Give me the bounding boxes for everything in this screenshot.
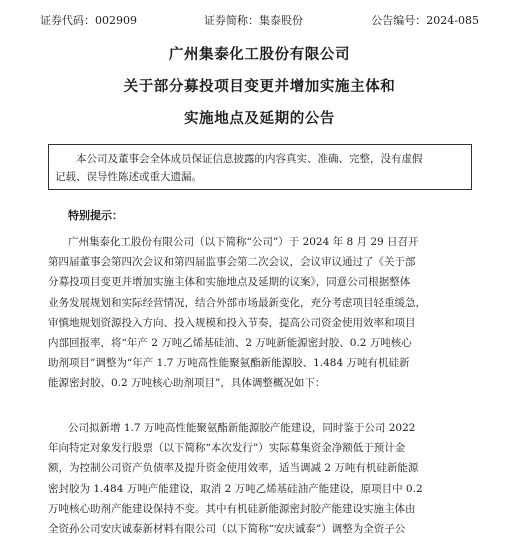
paragraph-2-line: 全资孙公司安庆诚泰新材料有限公司（以下简称“安庆诚泰”）调整为全资子公 [48, 522, 406, 535]
paragraph-1-line: 第四届董事会第四次会议和第四届监事会第二次会议，会议审议通过了《关于部 [48, 256, 416, 269]
title-line-2: 关于部分募投项目变更并增加实施主体和 [123, 79, 396, 95]
paragraph-1-line: 业务发展规划和实际经营情况，结合外部市场最新变化，充分考虑项目轻重缓急， [48, 296, 426, 309]
disclaimer-line-1: 本公司及董事会全体成员保证信息披露的内容真实、准确、完整，没有虚假 [76, 153, 423, 165]
stock-code: 证券代码：002909 [40, 14, 137, 27]
paragraph-2 [48, 418, 472, 539]
section-label: 特别提示： [68, 209, 123, 222]
paragraph-1 [48, 232, 472, 394]
paragraph-1-line: 能源密封胶、0.2 万吨核心助剂项目”，具体调整概况如下： [48, 377, 326, 390]
document-header [40, 12, 479, 30]
paragraph-1-line: 内部回报率，将“年产 2 万吨乙烯基硅油、2 万吨新能源密封胶、0.2 万吨核心 [48, 336, 412, 349]
paragraph-1-line: 助剂项目”调整为“年产 1.7 万吨高性能聚氨酯新能源胶、1.484 万吨有机硅新 [48, 357, 410, 370]
paragraph-1-line: 分募投项目变更并增加实施主体和实施地点及延期的议案》，同意公司根据整体 [48, 276, 411, 289]
title-line-1: 广州集泰化工股份有限公司 [168, 47, 351, 63]
paragraph-2-line: 年向特定对象发行股票（以下简称“本次发行”）实际募集资金净额低于预计金 [48, 442, 406, 455]
disclaimer-line-2: 记载、误导性陈述或重大遗漏。 [55, 171, 202, 183]
stock-name: 证券简称：集泰股份 [204, 14, 303, 27]
paragraph-2-line: 密封胶为 1.484 万吨产能建设，取消 2 万吨乙烯基硅油产能建设，原项目中 0.2 [48, 482, 423, 495]
disclaimer-box [48, 144, 472, 190]
title-line-3: 实施地点及延期的公告 [184, 111, 335, 127]
paragraph-1-line: 审慎地规划资源投入方向、投入规模和投入节奏，提高公司资金使用效率和项目 [48, 316, 416, 329]
paragraph-2-line: 公司拟新增 1.7 万吨高性能聚氨酯新能源胶产能建设，同时鉴于公司 2022 [68, 422, 416, 434]
paragraph-1-line: 广州集泰化工股份有限公司（以下简称“公司”）于 2024 年 8 月 29 日召开 [68, 236, 419, 248]
paragraph-2-line: 额，为控制公司资产负债率及提升资金使用效率，适当调减 2 万吨有机硅新能源 [48, 462, 419, 475]
notice-number: 公告编号：2024-085 [371, 14, 479, 27]
paragraph-2-line: 万吨核心助剂产能建设保持不变。其中有机硅新能源密封胶产能建设实施主体由 [48, 502, 416, 515]
